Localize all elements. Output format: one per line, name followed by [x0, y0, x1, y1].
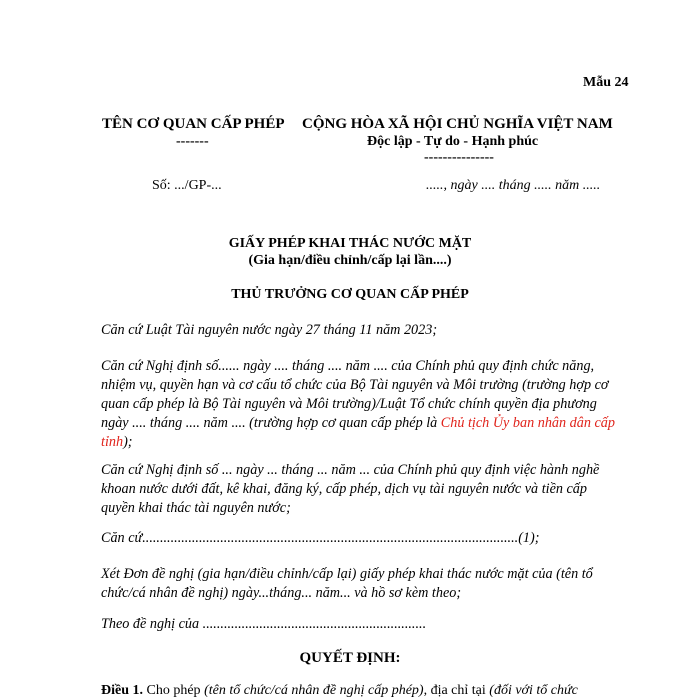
basis-other: Căn cứ..........................................................................................................(1);: [101, 530, 540, 546]
document-title: GIẤY PHÉP KHAI THÁC NƯỚC MẶT: [228, 236, 472, 251]
article-1-text: Cho phép: [143, 683, 205, 698]
article-1-text-2: , địa chỉ tại: [423, 683, 490, 698]
document-subtitle: (Gia hạn/điều chỉnh/cấp lại lần....): [248, 253, 452, 268]
agency-name: TÊN CƠ QUAN CẤP PHÉP: [102, 116, 285, 132]
consideration: Xét Đơn đề nghị (gia hạn/điều chỉnh/cấp lại) giấy phép khai thác nước mặt của (tên tổ chức/cá nhân đề nghị) ngày...tháng... năm... và hồ sơ kèm theo;: [101, 566, 593, 601]
nation-name: CỘNG HÒA XÃ HỘI CHỦ NGHĨA VIỆT NAM: [302, 116, 613, 132]
form-code: Mẫu 24: [583, 75, 629, 90]
place-date: ....., ngày .... tháng ..... năm .....: [426, 178, 601, 193]
basis-decree-2: Căn cứ Nghị định số ... ngày ... tháng ... năm ... của Chính phủ quy định việc hành nghề khoan nước dưới đất, kê khai, đăng ký, cấp phép, dịch vụ tài nguyên nước và tiền cấp quyền khai thác tài nguyên nước;: [101, 462, 600, 516]
basis-decree-1: [101, 357, 621, 452]
basis-decree-1-end: );: [123, 434, 133, 450]
agency-rule: -------: [176, 134, 209, 149]
proposal: Theo đề nghị của ...............................................................: [101, 616, 427, 632]
motto: Độc lập - Tự do - Hạnh phúc: [367, 134, 539, 149]
basis-decree-1-text: Căn cứ Nghị định số...... ngày .... tháng .... năm .... của Chính phủ quy định chức năng, nhiệm vụ, quyền hạn và cơ cấu tổ chức của Bộ Tài nguyên và Môi trường (trường hợp cơ quan cấp phép là Bộ Tài nguyên và Môi trường)/Luật Tổ chức chính quyền địa phương ngày .... tháng .... năm .... (trường hợp cơ quan cấp phép là: [101, 358, 609, 431]
article-1: [101, 683, 578, 699]
basis-decree-1-highlight: Chủ tịch Ủy ban nhân dân cấp tỉnh: [101, 415, 615, 450]
basis-law: Căn cứ Luật Tài nguyên nước ngày 27 tháng 11 năm 2023;: [101, 322, 438, 338]
decision-heading: QUYẾT ĐỊNH:: [299, 650, 401, 666]
motto-rule: ---------------: [424, 150, 494, 165]
article-1-italic-2: (đối với tổ chức: [489, 683, 578, 698]
authority-heading: THỦ TRƯỞNG CƠ QUAN CẤP PHÉP: [231, 287, 469, 302]
document-number: Số: .../GP-...: [152, 178, 222, 193]
article-1-italic: (tên tổ chức/cá nhân đề nghị cấp phép): [204, 683, 424, 698]
article-1-label: Điều 1.: [101, 683, 143, 698]
